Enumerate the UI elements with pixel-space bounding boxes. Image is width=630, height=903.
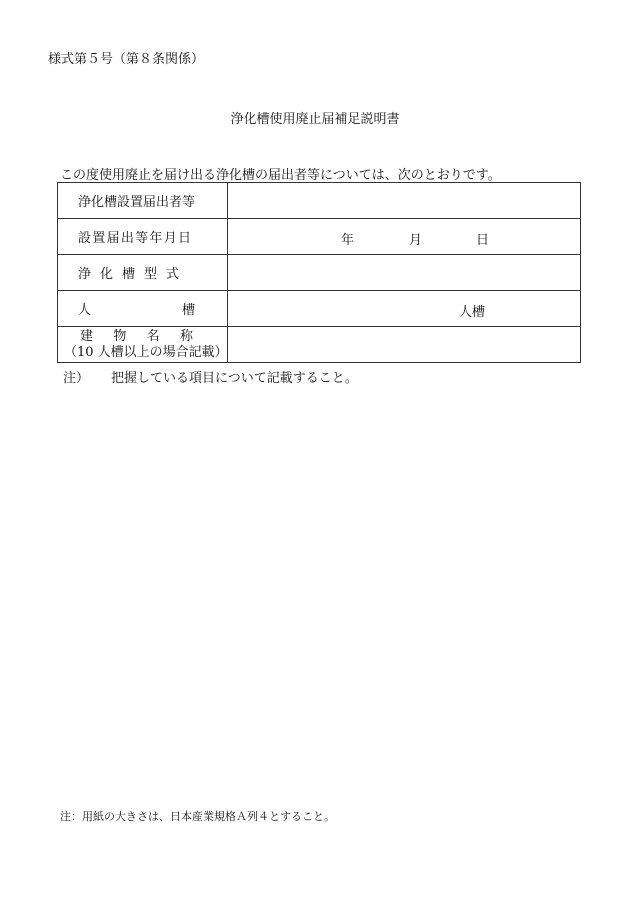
label-char: 届 [106, 231, 120, 246]
capacity-label-cell [58, 291, 228, 327]
label-char: 化 [99, 267, 113, 282]
label-char: 設 [78, 231, 92, 246]
year-unit: 年 [341, 233, 355, 248]
filing-date-label-cell [58, 219, 228, 255]
label-char: 建 [80, 328, 94, 344]
label-char: 出 [120, 231, 134, 246]
label-char: 浄 [78, 267, 92, 282]
building-label [58, 329, 227, 361]
label-char: 物 [113, 328, 127, 344]
form-number: 様式第５号（第８条関係） [48, 52, 205, 67]
building-label-sub: （10 人槽以上の場合記載） [64, 344, 228, 360]
label-char: 月 [163, 231, 177, 246]
applicant-label: 浄化槽設置届出者等 [78, 195, 196, 210]
info-table [57, 182, 581, 363]
filing-date-label [58, 227, 227, 246]
model-label [58, 263, 227, 282]
note-prefix: 注） [63, 371, 90, 386]
building-name-field[interactable] [228, 327, 581, 363]
month-unit: 月 [409, 233, 423, 248]
label-char: 式 [165, 267, 179, 282]
table-row [58, 291, 581, 327]
table-note [63, 367, 358, 386]
label-char: 名 [146, 328, 160, 344]
model-field[interactable] [228, 255, 581, 291]
model-label-cell [58, 255, 228, 291]
label-char: 置 [92, 231, 106, 246]
label-char: 槽 [121, 267, 135, 282]
intro-text: この度使用廃止を届け出る浄化槽の届出者等については、次のとおりです。 [60, 168, 501, 183]
note-text: 把握している項目について記載すること。 [111, 371, 358, 386]
label-char: 等 [135, 231, 149, 246]
label-char: 日 [177, 231, 191, 246]
capacity-unit: 人槽 [458, 305, 485, 320]
label-char: 称 [179, 328, 193, 344]
label-char: 年 [149, 231, 163, 246]
table-row [58, 255, 581, 291]
label-char: 槽 [181, 303, 195, 318]
building-label-cell [58, 327, 228, 363]
table-row [58, 327, 581, 363]
document-title: 浄化槽使用廃止届補足説明書 [230, 112, 400, 127]
capacity-label [58, 299, 227, 318]
paper-size-note: 注：用紙の大きさは、日本産業規格Ａ列４とすること。 [60, 810, 335, 823]
capacity-field[interactable] [228, 291, 581, 327]
filing-date-field[interactable] [228, 219, 581, 255]
day-unit: 日 [476, 233, 490, 248]
applicant-field[interactable] [228, 183, 581, 219]
label-char: 人 [78, 303, 92, 318]
applicant-label-cell [58, 183, 228, 219]
table-row [58, 183, 581, 219]
label-char: 型 [143, 267, 157, 282]
table-row [58, 219, 581, 255]
